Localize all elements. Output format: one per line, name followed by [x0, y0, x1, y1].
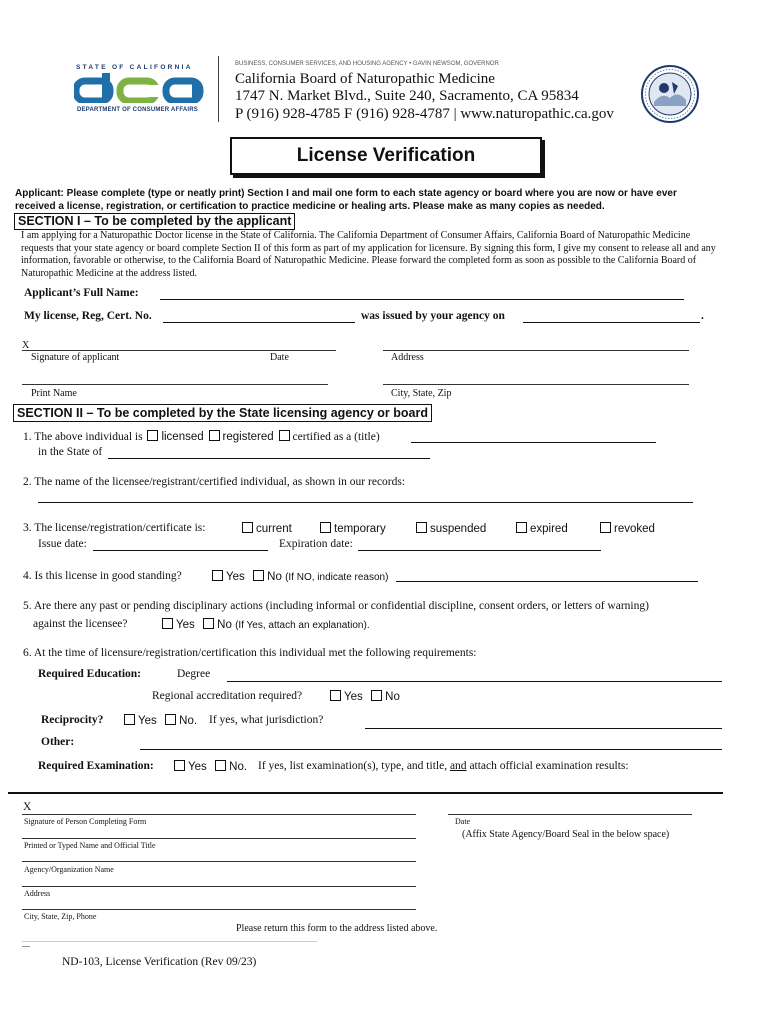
registered-checkbox[interactable]: [209, 430, 220, 441]
return-note: Please return this form to the address listed above.: [236, 923, 438, 934]
registered-label: registered: [222, 431, 274, 443]
current-label: current: [256, 523, 292, 535]
address-label: Address: [391, 352, 424, 363]
current-checkbox[interactable]: [242, 522, 253, 533]
department-label: DEPARTMENT OF CONSUMER AFFAIRS: [77, 107, 198, 113]
reciprocity-label: Reciprocity?: [41, 714, 104, 726]
revoked-label: revoked: [614, 523, 655, 535]
jurisdiction-field[interactable]: [365, 728, 722, 729]
exam-no-checkbox[interactable]: [215, 760, 226, 771]
q2-text: 2. The name of the licensee/registrant/certified individual, as shown in our records:: [23, 476, 406, 488]
state-of-california-label: STATE OF CALIFORNIA: [76, 64, 193, 71]
q4-text: 4. Is this license in good standing?: [23, 570, 182, 582]
section1-heading: SECTION I – To be completed by the applicant: [14, 213, 295, 230]
exam-yes-checkbox[interactable]: [174, 760, 185, 771]
footer-dash: [22, 946, 30, 947]
required-education-label: Required Education:: [38, 668, 141, 680]
completer-date-field[interactable]: [448, 814, 692, 815]
other-label: Other:: [41, 736, 75, 748]
q3-current: [240, 522, 292, 535]
q5-no-checkbox[interactable]: [203, 618, 214, 629]
q4-options: [210, 570, 388, 583]
footer-city-label: City, State, Zip, Phone: [24, 912, 97, 921]
regional-options: [328, 690, 400, 703]
exam-no-label: No.: [229, 761, 248, 773]
regional-label: Regional accreditation required?: [152, 690, 303, 702]
exam-yes-label: Yes: [188, 761, 207, 773]
footer-city-field[interactable]: [22, 909, 416, 910]
q5-options: [160, 618, 370, 631]
q3-text: 3. The license/registration/certificate is:: [23, 522, 206, 534]
section2-heading: SECTION II – To be completed by the State licensing agency or board: [13, 404, 432, 422]
issued-label: was issued by your agency on: [361, 310, 505, 322]
form-id: ND-103, License Verification (Rev 09/23): [62, 956, 257, 968]
q3-expired: [514, 522, 568, 535]
degree-label: Degree: [177, 668, 211, 680]
board-address: 1747 N. Market Blvd., Suite 240, Sacramento, CA 95834: [235, 88, 579, 104]
regional-yes-label: Yes: [344, 691, 363, 703]
consent-paragraph: I am applying for a Naturopathic Doctor license in the State of California. The California Department of Consumer Affairs, California Board of Naturopathic Medicine requests that your state agency or board complete Section II of this form as part of my application for licensure. By signing this form, I give my consent to release all and any information, favorable or otherwise, to the California Board of Naturopathic Medicine. Please forward the completed form as soon as possible to the California Board of Naturopathic Medicine at the address listed.: [21, 230, 716, 279]
section-divider: [8, 792, 723, 794]
completer-signature-field[interactable]: [22, 814, 416, 815]
regional-yes-checkbox[interactable]: [330, 690, 341, 701]
footer-rule: [22, 941, 317, 942]
reciprocity-no-checkbox[interactable]: [165, 714, 176, 725]
q5-yes-checkbox[interactable]: [162, 618, 173, 629]
title-box: [230, 137, 542, 175]
q4-note: (If NO, indicate reason): [285, 572, 389, 583]
issued-period: .: [701, 310, 704, 322]
q6-text: 6. At the time of licensure/registration/certification this individual met the following requirements:: [23, 647, 477, 659]
certified-label: certified as a (title): [292, 431, 380, 443]
temporary-label: temporary: [334, 523, 386, 535]
issued-date-field[interactable]: [523, 322, 700, 323]
suspended-label: suspended: [430, 523, 487, 535]
completer-signature-label: Signature of Person Completing Form: [24, 817, 147, 826]
q3-suspended: [414, 522, 486, 535]
revoked-checkbox[interactable]: [600, 522, 611, 533]
licensed-checkbox[interactable]: [147, 430, 158, 441]
page-title: License Verification: [296, 145, 476, 166]
exam-note: [258, 760, 629, 772]
required-exam-label: Required Examination:: [38, 760, 154, 772]
q4-no-label: No: [267, 571, 282, 583]
q4-no-checkbox[interactable]: [253, 570, 264, 581]
regional-no-checkbox[interactable]: [371, 690, 382, 701]
q5-note: (If Yes, attach an explanation).: [235, 620, 370, 631]
agency-name-field[interactable]: [22, 861, 416, 862]
expiration-date-label: Expiration date:: [279, 538, 353, 550]
exam-note-text: If yes, list examination(s), type, and title,: [258, 760, 448, 772]
q5-no-label: No: [217, 619, 232, 631]
printed-name-label: Printed or Typed Name and Official Title: [24, 841, 156, 850]
q1-text: 1. The above individual is: [23, 431, 143, 443]
suspended-checkbox[interactable]: [416, 522, 427, 533]
q4-reason-field[interactable]: [396, 581, 698, 582]
full-name-field[interactable]: [160, 299, 684, 300]
temporary-checkbox[interactable]: [320, 522, 331, 533]
city-state-zip-field[interactable]: [383, 384, 689, 385]
licensee-name-field[interactable]: [38, 502, 693, 503]
expired-label: expired: [530, 523, 568, 535]
dca-logo: [74, 73, 204, 103]
q3-temporary: [318, 522, 386, 535]
regional-no-label: No: [385, 691, 400, 703]
city-state-zip-label: City, State, Zip: [391, 388, 452, 399]
other-field[interactable]: [140, 749, 722, 750]
jurisdiction-label: If yes, what jurisdiction?: [209, 714, 324, 726]
q4-yes-label: Yes: [226, 571, 245, 583]
agency-name-label: Agency/Organization Name: [24, 865, 114, 874]
reciprocity-options: [122, 714, 197, 727]
certified-checkbox[interactable]: [279, 430, 290, 441]
expired-checkbox[interactable]: [516, 522, 527, 533]
q3-revoked: [598, 522, 655, 535]
signature-label: Signature of applicant: [31, 352, 120, 363]
q1-row: [23, 430, 380, 443]
degree-field[interactable]: [227, 681, 722, 682]
reciprocity-no-label: No.: [179, 715, 198, 727]
issue-date-label: Issue date:: [38, 538, 87, 550]
print-name-label: Print Name: [31, 388, 77, 399]
seal-note: (Affix State Agency/Board Seal in the below space): [462, 829, 670, 840]
q1-state-label: in the State of: [38, 446, 103, 458]
q5-cont: against the licensee?: [33, 618, 128, 630]
board-name: California Board of Naturopathic Medicine: [235, 71, 495, 87]
footer-x-mark: X: [23, 801, 32, 813]
title-field[interactable]: [411, 442, 656, 443]
board-contact: P (916) 928-4785 F (916) 928-4787 | www.naturopathic.ca.gov: [235, 106, 614, 122]
agency-line: BUSINESS, CONSUMER SERVICES, AND HOUSING AGENCY • GAVIN NEWSOM, GOVERNOR: [235, 61, 499, 67]
reciprocity-yes-checkbox[interactable]: [124, 714, 135, 725]
reciprocity-yes-label: Yes: [138, 715, 157, 727]
print-name-field[interactable]: [22, 384, 328, 385]
license-no-label: My license, Reg, Cert. No.: [24, 310, 152, 322]
footer-address-label: Address: [24, 889, 51, 898]
state-seal-icon: [640, 64, 700, 124]
header-divider: [218, 56, 219, 122]
instructions: Applicant: Please complete (type or neatly print) Section I and mail one form to each state agency or board where you are now or have ever received a license, registration, or certification to practice medicine or healing arts. Please make as many copies as needed.: [15, 188, 677, 212]
exam-options: [172, 760, 247, 773]
applicant-address-field[interactable]: [383, 350, 689, 351]
x-mark: X: [22, 340, 30, 351]
licensed-label: licensed: [161, 431, 204, 443]
q5-text: 5. Are there any past or pending disciplinary actions (including informal or confidential discipline, consent orders, or letters of warning): [23, 600, 649, 612]
expiration-date-field[interactable]: [358, 550, 601, 551]
issue-date-field[interactable]: [93, 550, 268, 551]
printed-name-field[interactable]: [22, 838, 416, 839]
completer-date-label: Date: [455, 817, 471, 826]
exam-note-text2: attach official examination results:: [469, 760, 629, 772]
date-label: Date: [270, 352, 289, 363]
q4-yes-checkbox[interactable]: [212, 570, 223, 581]
license-no-field[interactable]: [163, 322, 355, 323]
footer-address-field[interactable]: [22, 886, 416, 887]
exam-note-and: and: [449, 760, 467, 772]
q5-yes-label: Yes: [176, 619, 195, 631]
applicant-signature-field[interactable]: [22, 350, 336, 351]
state-field[interactable]: [108, 458, 430, 459]
full-name-label: Applicant’s Full Name:: [24, 287, 139, 299]
